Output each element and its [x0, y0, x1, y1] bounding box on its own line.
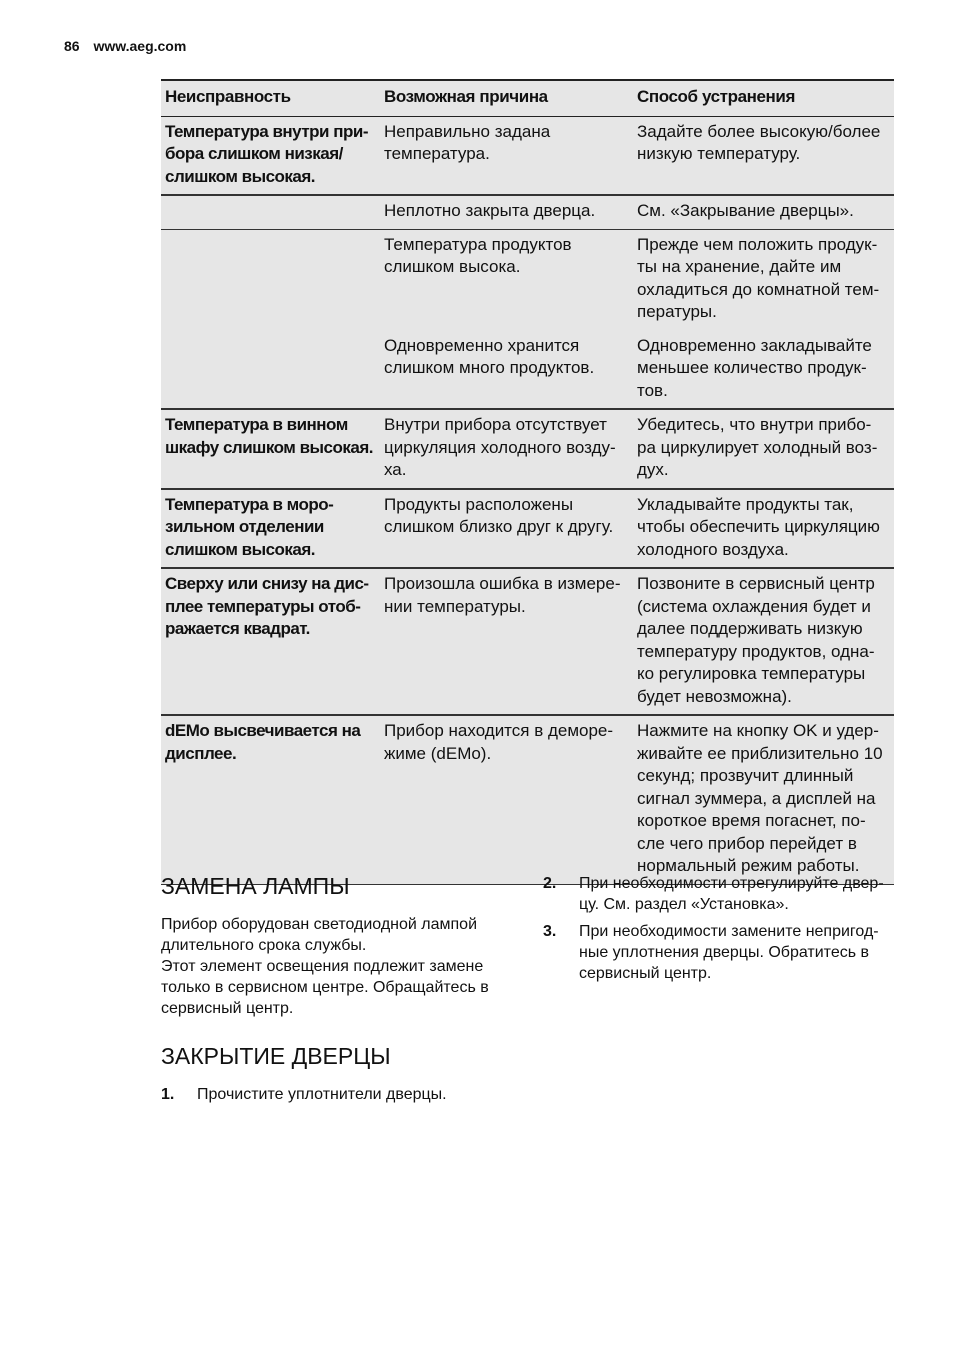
header-fault: Неисправность	[161, 80, 380, 116]
page-header	[64, 38, 186, 54]
lamp-paragraph-2: Этот элемент освещения подлежит замене только в сервисном центре. Обращайтесь в сервисный центр.	[161, 958, 489, 1017]
table-row	[161, 409, 894, 489]
fault-cell	[161, 229, 380, 330]
lamp-paragraph-1: Прибор оборудован светодиодной лампой длительного срока службы.	[161, 916, 478, 954]
fault-cell	[161, 330, 380, 409]
cause-cell: Одновременно хранится слишком много продуктов.	[380, 330, 633, 409]
header-cause: Возможная причина	[380, 80, 633, 116]
cause-cell: Внутри прибора отсутствует циркуляция холодного возду-ха.	[380, 409, 633, 489]
cause-cell: Произошла ошибка в измере-нии температуры.	[380, 568, 633, 715]
table-row	[161, 229, 894, 330]
cause-cell: Температура продуктов слишком высока.	[380, 229, 633, 330]
cause-cell: Неплотно закрыта дверца.	[380, 195, 633, 229]
table-row	[161, 330, 894, 409]
table-row	[161, 116, 894, 195]
fault-cell: Температура в винном шкафу слишком высокая.	[161, 409, 380, 489]
list-item	[543, 873, 895, 915]
cause-cell: Продукты расположены слишком близко друг к другу.	[380, 489, 633, 569]
lamp-section-title: ЗАМЕНА ЛАМПЫ	[161, 873, 350, 899]
remedy-cell: Одновременно закладывайте меньшее количество продук-тов.	[633, 330, 894, 409]
fault-cell: dEMo высвечивается на дисплее.	[161, 715, 380, 884]
troubleshooting-table	[161, 79, 894, 885]
fault-cell: Температура внутри при-бора слишком низкая/слишком высокая.	[161, 116, 380, 195]
step-number: 2.	[543, 875, 557, 892]
door-section-title: ЗАКРЫТИЕ ДВЕРЦЫ	[161, 1043, 391, 1069]
list-item	[161, 1084, 501, 1105]
step-number: 3.	[543, 923, 557, 940]
right-column	[543, 873, 895, 984]
remedy-cell: Задайте более высокую/более низкую температуру.	[633, 116, 894, 195]
list-item	[543, 921, 895, 984]
table-row	[161, 568, 894, 715]
remedy-cell: Прежде чем положить продук-ты на хранение, дайте им охладиться до комнатной тем-пературы.	[633, 229, 894, 330]
table-row	[161, 489, 894, 569]
left-column	[161, 872, 501, 1105]
website-url: www.aeg.com	[93, 38, 187, 54]
remedy-cell: См. «Закрывание дверцы».	[633, 195, 894, 229]
fault-cell	[161, 195, 380, 229]
remedy-cell: Укладывайте продукты так, чтобы обеспечить циркуляцию холодного воздуха.	[633, 489, 894, 569]
step-text: Прочистите уплотнители дверцы.	[197, 1086, 447, 1103]
table-row	[161, 195, 894, 229]
cause-cell: Прибор находится в деморе-жиме (dEMo).	[380, 715, 633, 884]
table-row	[161, 715, 894, 884]
step-text: При необходимости замените непригод-ные уплотнения дверцы. Обратитесь в сервисный центр.	[579, 923, 879, 982]
fault-cell: Температура в моро-зильном отделении слишком высокая.	[161, 489, 380, 569]
cause-cell: Неправильно задана температура.	[380, 116, 633, 195]
remedy-cell: Убедитесь, что внутри прибо-ра циркулирует холодный воз-дух.	[633, 409, 894, 489]
table-header-row	[161, 80, 894, 116]
step-text: При необходимости отрегулируйте двер-цу. См. раздел «Установка».	[579, 875, 884, 913]
step-number: 1.	[161, 1086, 175, 1103]
remedy-cell: Нажмите на кнопку OK и удер-живайте ее приблизительно 10 секунд; прозвучит длинный сигнал зуммера, а дисплей на короткое время погаснет, по-сле чего прибор перейдет в нормальный режим работы.	[633, 715, 894, 884]
fault-cell: Сверху или снизу на дис-плее температуры отоб-ражается квадрат.	[161, 568, 380, 715]
header-remedy: Способ устранения	[633, 80, 894, 116]
page-number: 86	[64, 38, 80, 54]
remedy-cell: Позвоните в сервисный центр (система охлаждения будет и далее поддерживать низкую температуру продуктов, одна-ко регулировка температуры будет невозможна).	[633, 568, 894, 715]
